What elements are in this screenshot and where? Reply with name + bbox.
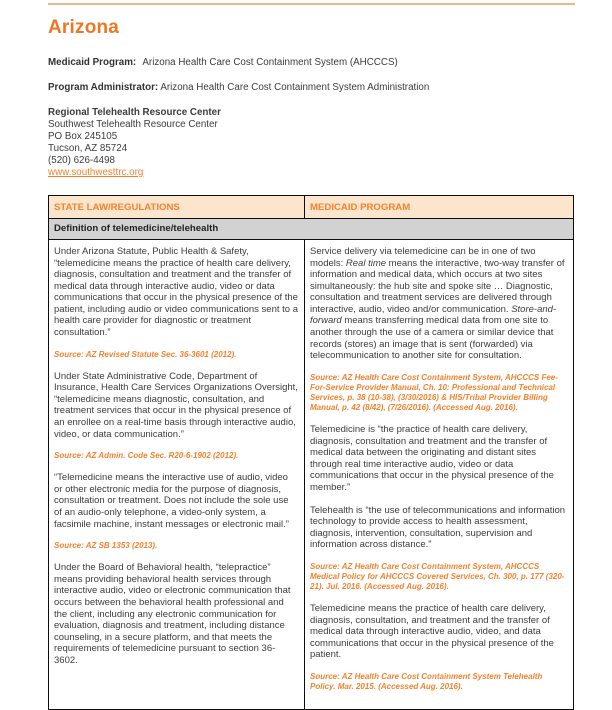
section-row-definition: Definition of telemedicine/telehealth bbox=[49, 219, 573, 240]
state-law-paragraph-4: Under the Board of Behavioral health, “telepractice” means providing behavioral health services through interactive audio, video or electronic communication that occurs between the behavioral health professional and the client, including any electronic communication for evaluation, diagnosis and treatment, including distance counseling, in a secure platform, and that meets the requirements of telemedicine pursuant to section 36-3602. bbox=[54, 562, 291, 666]
resource-center-block bbox=[48, 107, 575, 179]
state-law-paragraph-3: “Telemedicine means the interactive use of audio, video or other electronic media for the purpose of diagnosis, consultation or treatment. Does not include the sole use of an audio-only telephone, a video-only system, a facsimile machine, instant messages or electronic mail.” bbox=[54, 472, 289, 530]
medicaid-paragraph-3: Telehealth is “the use of telecommunications and information technology to provide access to health assessment, diagnosis, intervention, consultation, supervision and information across distance.” bbox=[310, 504, 566, 551]
top-divider-rule bbox=[48, 3, 575, 5]
resource-center-phone: (520) 626-4498 bbox=[48, 155, 115, 166]
state-law-paragraph-1: Under Arizona Statute, Public Health & Safety, “telemedicine means the practice of health care delivery, diagnosis, consultation and treatment and the transfer of medical data through interactive audio, video or data communications that occur in the physical presence of the patient, including audio or video communications sent to a health care provider for diagnostic or treatment consultation.” bbox=[54, 246, 298, 339]
state-law-cell bbox=[49, 240, 305, 709]
medicaid-p1-text-1: Service delivery via telemedicine can be in one of two models: bbox=[310, 246, 536, 269]
state-law-paragraph-2: Under State Administrative Code, Department of Insurance, Health Care Services Organizations Oversight, “telemedicine means diagnostic, consultation, and treatment services that occur in the physical presence of an enrollee on a real-time basis through interactive audio, video, or data communication.” bbox=[54, 370, 298, 440]
program-administrator-value: Arizona Health Care Cost Containment System Administration bbox=[160, 82, 430, 93]
state-law-medicaid-table bbox=[48, 195, 574, 710]
state-law-source-3: Source: AZ SB 1353 (2013). bbox=[54, 541, 158, 551]
medicaid-program-line bbox=[48, 57, 575, 68]
medicaid-program-value: Arizona Health Care Cost Containment System (AHCCCS) bbox=[142, 57, 398, 68]
resource-center-city: Tucson, AZ 85724 bbox=[48, 143, 128, 154]
program-administrator-line bbox=[48, 82, 575, 93]
table-body-row bbox=[49, 240, 573, 709]
medicaid-program-cell bbox=[305, 240, 573, 709]
resource-center-website-link[interactable]: www.southwesttrc.org bbox=[48, 167, 144, 178]
medicaid-paragraph-4: Telemedicine means the practice of health care delivery, diagnosis, consultation, and treatment and the transfer of medical data through interactive audio, video, and data communications that occur in the physical presence of the patient. bbox=[310, 603, 554, 661]
medicaid-paragraph-1 bbox=[310, 246, 567, 362]
medicaid-source-3: Source: AZ Health Care Cost Containment System Telehealth Policy. Mar. 2015. (Accessed Aug. 2016). bbox=[310, 672, 543, 692]
medicaid-paragraph-2: Telemedicine is “the practice of health care delivery, diagnosis, consultation and treatment and the transfer of medical data between the originating and distant sites through real time interactive audio, video or data communications that occur in the physical presence of the member.” bbox=[310, 424, 554, 493]
medicaid-p1-term-store-and-forward: Store-and-forward bbox=[310, 303, 557, 327]
medicaid-source-2: Source: AZ Health Care Cost Containment System, AHCCCS Medical Policy for AHCCCS Covered Services, Ch. 300, p. 177 (320-21). Jul. 2016. (Accessed Aug. 2016). bbox=[310, 561, 565, 592]
resource-center-name: Southwest Telehealth Resource Center bbox=[48, 119, 218, 130]
state-law-source-2: Source: AZ Admin. Code Sec. R20-6-1902 (2012). bbox=[54, 451, 239, 461]
medicaid-program-label: Medicaid Program: bbox=[48, 57, 137, 68]
medicaid-p1-term-real-time: Real time bbox=[345, 257, 387, 269]
medicaid-p1-text-3: means transferring medical data from one site to another through the use of a camera or similar device that records (stores) an image that is sent (forwarded) via telecommunication to another site for consultation. bbox=[310, 315, 554, 362]
table-header-row bbox=[49, 196, 573, 219]
medicaid-p1-text-2: means the interactive, two-way transfer of information and medical data, which occurs at two sites simultaneously: the hub site and spoke site … Diagnostic, consultation and treatment services are delivered through interactive, audio, video and/or communication. bbox=[310, 257, 565, 315]
medicaid-source-1: Source: AZ Health Care Cost Containment System, AHCCCS Fee-For-Service Provider Manual, Ch. 10: Professional and Technical Services, p. 38 (10-38), (3/30/2016) & HIS/Tribal Provider Billing Manual, p. 42 (8/42), (7/26/2016). (Accessed Aug. 2016). bbox=[310, 372, 558, 413]
state-law-source-1: Source: AZ Revised Statute Sec. 36-3601 (2012). bbox=[54, 349, 237, 359]
column-header-medicaid-program: MEDICAID PROGRAM bbox=[310, 202, 411, 213]
column-header-state-law: STATE LAW/REGULATIONS bbox=[49, 196, 305, 218]
resource-center-heading: Regional Telehealth Resource Center bbox=[48, 107, 221, 118]
program-administrator-label: Program Administrator: bbox=[48, 82, 159, 93]
resource-center-po-box: PO Box 245105 bbox=[48, 131, 118, 142]
page-title: Arizona bbox=[48, 17, 120, 38]
